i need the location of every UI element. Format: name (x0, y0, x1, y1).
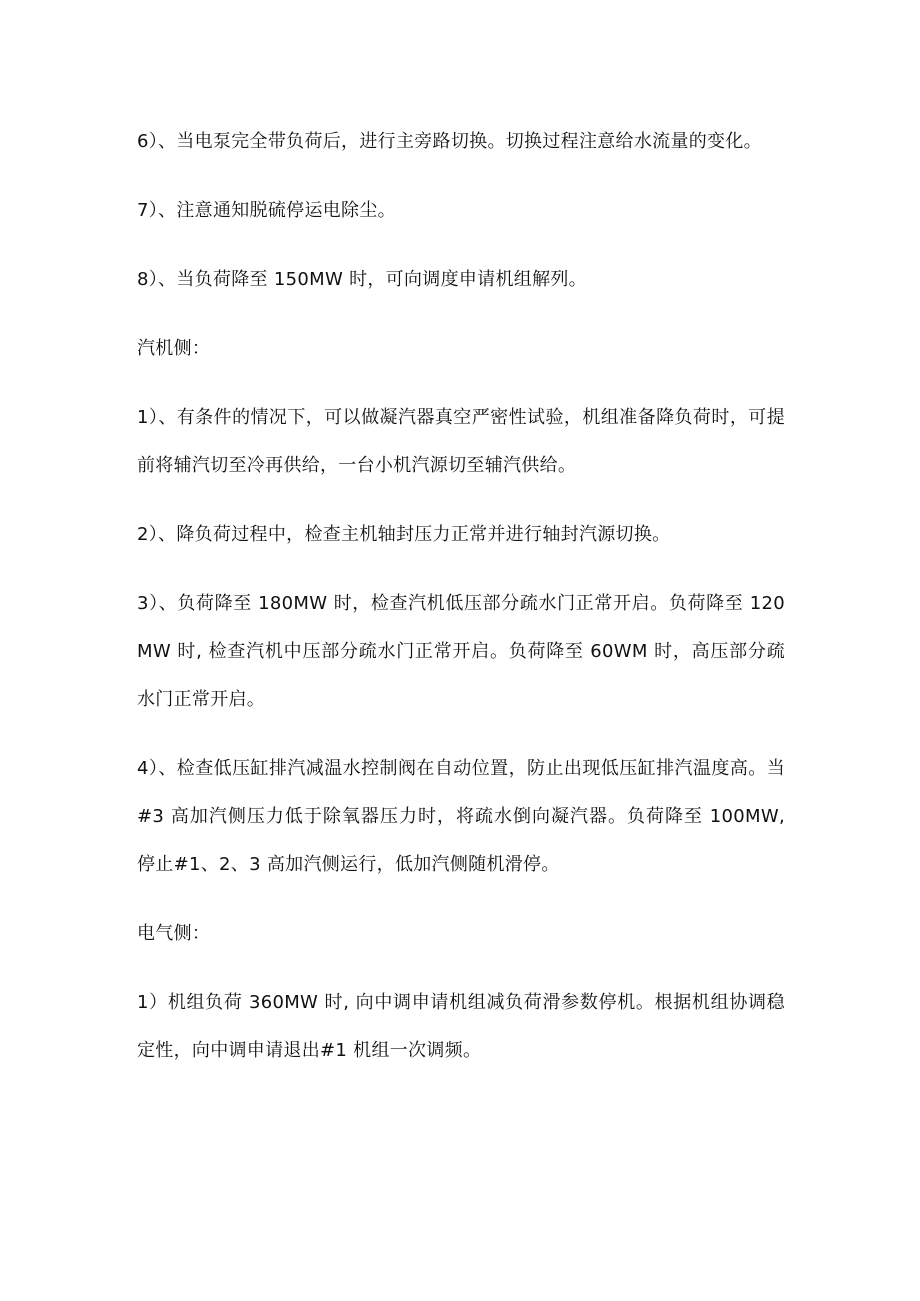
paragraph-step-6: 6）、当电泵完全带负荷后，进行主旁路切换。切换过程注意给水流量的变化。 (137, 131, 762, 152)
document-body (137, 118, 785, 1075)
paragraph-turbine-step-2: 2）、降负荷过程中，检查主机轴封压力正常并进行轴封汽源切换。 (137, 524, 671, 545)
section-heading-electrical-side: 电气侧： (137, 923, 211, 944)
paragraph-electrical-step-1: 1）机组负荷 360MW 时, 向中调申请机组减负荷滑参数停机。根据机组协调稳定性，向中调申请退出#1 机组一次调频。 (137, 992, 785, 1061)
paragraph-turbine-step-3: 3）、负荷降至 180MW 时，检查汽机低压部分疏水门正常开启。负荷降至 120MW 时, 检查汽机中压部分疏水门正常开启。负荷降至 60WM 时，高压部分疏水门正常开启。 (137, 593, 785, 710)
paragraph-step-8: 8）、当负荷降至 150MW 时，可向调度申请机组解列。 (137, 269, 587, 290)
section-heading-turbine-side: 汽机侧： (137, 338, 211, 359)
paragraph-turbine-step-4: 4）、检查低压缸排汽减温水控制阀在自动位置，防止出现低压缸排汽温度高。当#3 高加汽侧压力低于除氧器压力时，将疏水倒向凝汽器。负荷降至 100MW, 停止#1、2、3 高加汽侧运行，低加汽侧随机滑停。 (137, 758, 785, 875)
paragraph-step-7: 7）、注意通知脱硫停运电除尘。 (137, 200, 396, 221)
paragraph-turbine-step-1: 1）、有条件的情况下，可以做凝汽器真空严密性试验，机组准备降负荷时，可提前将辅汽切至冷再供给，一台小机汽源切至辅汽供给。 (137, 407, 785, 476)
